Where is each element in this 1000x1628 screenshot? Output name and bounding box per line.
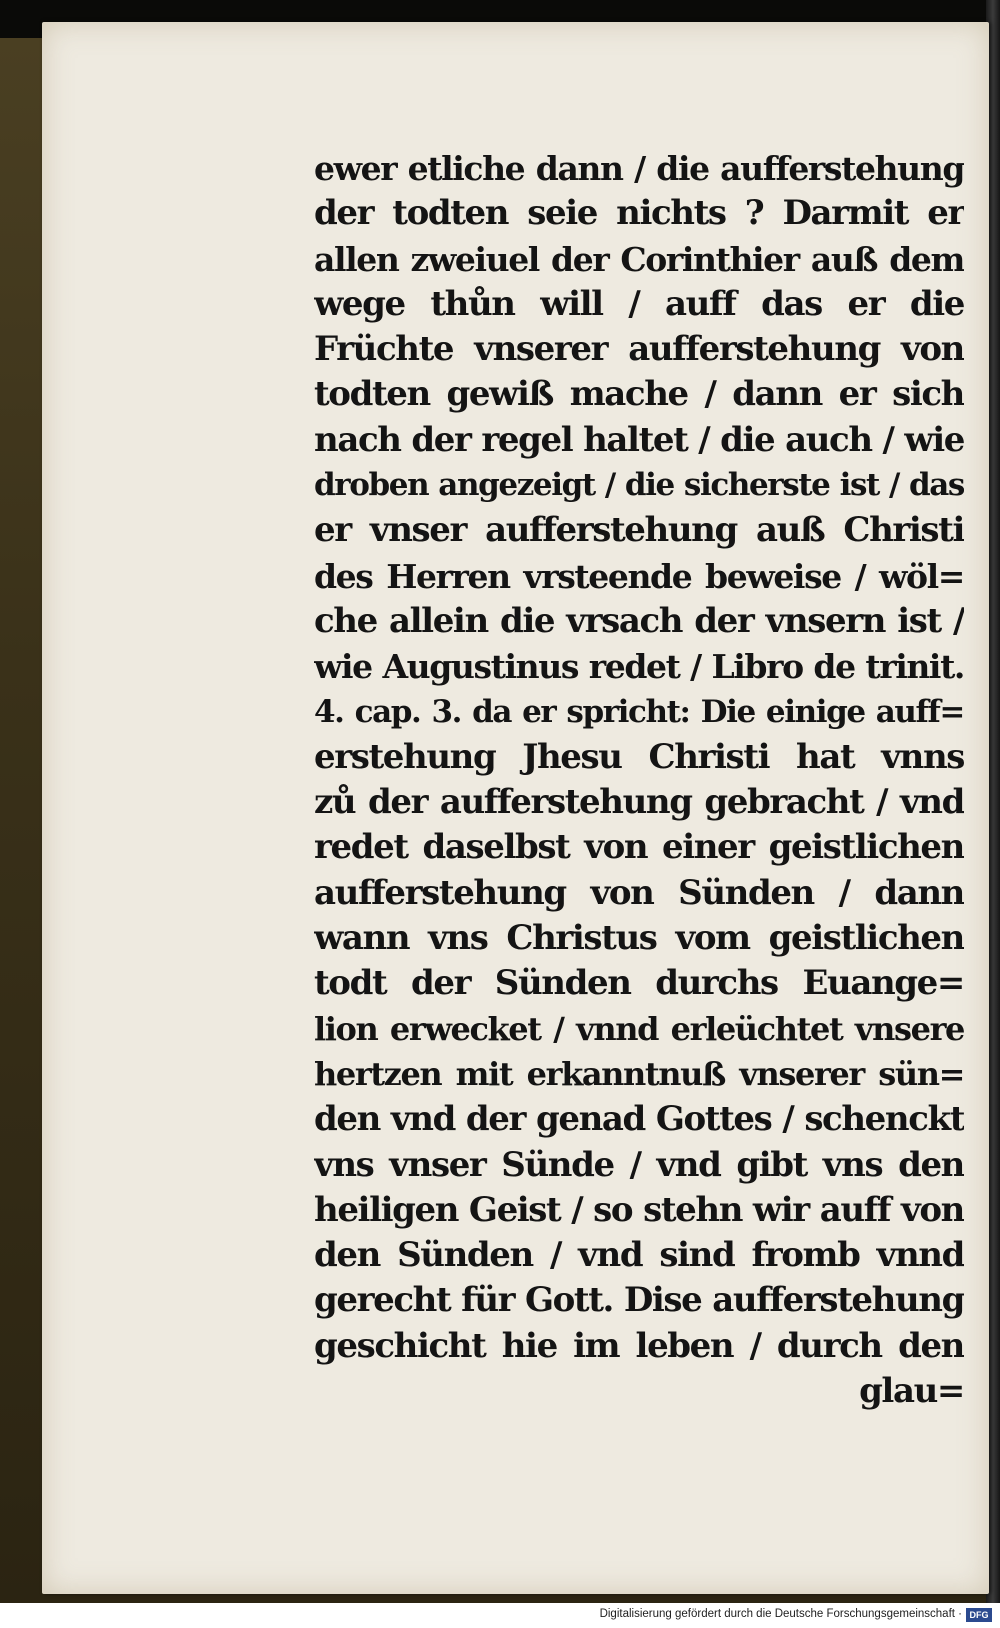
- dfg-logo: DFG: [966, 1608, 992, 1622]
- text-line: der todten seie nichts ? Darmit er: [314, 193, 964, 234]
- text-line: redet daselbst von einer geistlichen: [314, 827, 964, 868]
- text-line: geschicht hie im leben / durch den: [314, 1325, 964, 1366]
- text-line: allen zweiuel der Corinthier auß dem: [314, 239, 964, 279]
- text-line: wege thůn will / auff das er die: [314, 283, 964, 324]
- text-line: er vnser aufferstehung auß Christi: [314, 510, 964, 551]
- text-line: ewer etliche dann / die aufferstehung: [314, 149, 964, 188]
- text-line: che allein die vrsach der vnsern ist /: [314, 600, 964, 641]
- text-line: heiligen Geist / so stehn wir auff von: [314, 1189, 964, 1230]
- text-line: zů der aufferstehung gebracht / vnd: [314, 782, 964, 823]
- text-line: droben angezeigt / die sicherste ist / das: [314, 467, 964, 504]
- text-line: hertzen mit erkanntnuß vnserer sün=: [314, 1054, 964, 1093]
- text-line: gerecht für Gott. Dise aufferstehung: [314, 1280, 964, 1321]
- text-line: erstehung Jhesu Christi hat vnns: [314, 736, 964, 777]
- text-line: 4. cap. 3. da er spricht: Die einige auff=: [314, 693, 964, 730]
- text-line: vns vnser Sünde / vnd gibt vns den: [314, 1144, 964, 1185]
- text-line: aufferstehung von Sünden / dann: [314, 872, 964, 913]
- text-line: Früchte vnserer aufferstehung von: [314, 329, 964, 370]
- funding-credit: Digitalisierung gefördert durch die Deutsche Forschungsgemeinschaft ·: [599, 1608, 962, 1620]
- text-line: todten gewiß mache / dann er sich: [314, 374, 964, 415]
- text-line: wie Augustinus redet / Libro de trinit.: [314, 647, 964, 687]
- book-page: [42, 22, 989, 1594]
- text-line: den Sünden / vnd sind fromb vnnd: [314, 1235, 964, 1276]
- text-line: todt der Sünden durchs Euange=: [314, 963, 964, 1004]
- text-line: den vnd der genad Gottes / schenckt: [314, 1099, 964, 1140]
- text-line: nach der regel haltet / die auch / wie: [314, 419, 964, 460]
- text-line: wann vns Christus vom geistlichen: [314, 918, 964, 959]
- text-line: des Herren vrsteende beweise / wöl=: [314, 556, 964, 596]
- credit-footer: [0, 1603, 1000, 1628]
- catchword: glau=: [859, 1371, 964, 1412]
- text-line: lion erwecket / vnnd erleüchtet vnsere: [314, 1009, 964, 1048]
- page-text-block: [314, 146, 964, 1414]
